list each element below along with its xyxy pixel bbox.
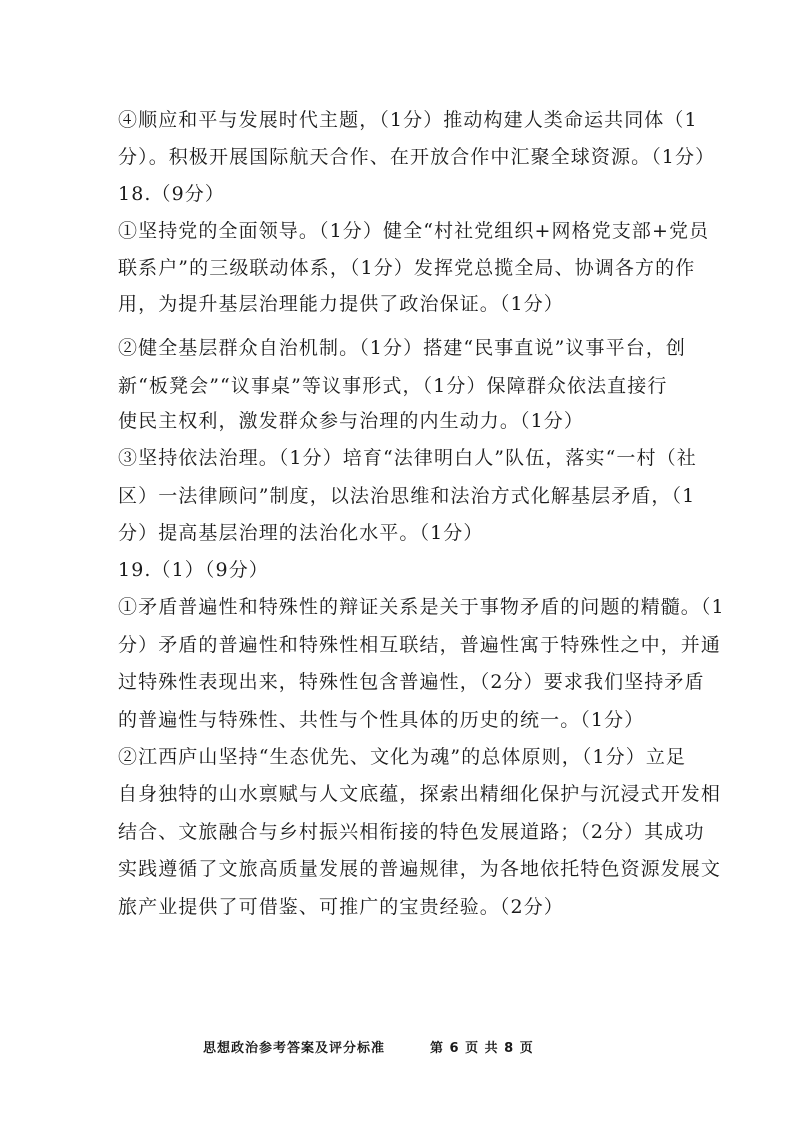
q19-line-7: 结合、文旅融合与乡村振兴相衔接的特色发展道路；（2分）其成功	[118, 821, 705, 843]
q18-line-1: ①坚持党的全面领导。（1分）健全“村社党组织+网格党支部+党员	[118, 220, 710, 242]
q17-line-2: 分）。积极开展国际航天合作、在开放合作中汇聚全球资源。（1分）	[118, 146, 716, 168]
q18-line-2: 联系户”的三级联动体系，（1分）发挥党总揽全局、协调各方的作	[118, 257, 696, 279]
q18-line-7: ③坚持依法治理。（1分）培育“法律明白人”队伍，落实“一村（社	[118, 447, 697, 469]
q19-line-3: 过特殊性表现出来，特殊性包含普遍性，（2分）要求我们坚持矛盾	[118, 671, 705, 693]
q19-header: 19.（1）（9分）	[118, 559, 269, 581]
q18-line-9: 分）提高基层治理的法治化水平。（1分）	[118, 522, 484, 544]
footer-title: 思想政治参考答案及评分标准	[203, 1041, 386, 1056]
q19-line-4: 的普遍性与特殊性、共性与个性具体的历史的统一。（1分）	[118, 709, 645, 731]
q18-line-6: 使民主权利，激发群众参与治理的内生动力。（1分）	[118, 410, 584, 432]
q18-line-3: 用，为提升基层治理能力提供了政治保证。（1分）	[118, 293, 564, 315]
q18-line-4: ②健全基层群众自治机制。（1分）搭建“民事直说”议事平台，创	[118, 337, 687, 359]
q19-line-9: 旅产业提供了可借鉴、可推广的宝贵经验。（2分）	[118, 896, 564, 918]
q19-line-6: 自身独特的山水禀赋与人文底蕴，探索出精细化保护与沉浸式开发相	[118, 783, 722, 805]
q19-line-1: ①矛盾普遍性和特殊性的辩证关系是关于事物矛盾的问题的精髓。（1	[118, 596, 725, 618]
q18-header: 18.（9分）	[118, 183, 226, 205]
q18-line-5: 新“板凳会”“议事桌”等议事形式，（1分）保障群众依法直接行	[118, 375, 668, 397]
q19-line-5: ②江西庐山坚持“生态优先、文化为魂”的总体原则，（1分）立足	[118, 746, 687, 768]
q18-line-8: 区）一法律顾问”制度，以法治思维和法治方式化解基层矛盾，（1	[118, 485, 696, 507]
q19-line-8: 实践遵循了文旅高质量发展的普遍规律，为各地依托特色资源发展文	[118, 858, 722, 880]
q19-line-2: 分）矛盾的普遍性和特殊性相互联结，普遍性寓于特殊性之中，并通	[118, 634, 722, 656]
q17-line-1: ④顺应和平与发展时代主题，（1分）推动构建人类命运共同体（1	[118, 109, 698, 131]
footer-page-number: 第 6 页 共 8 页	[430, 1041, 534, 1056]
